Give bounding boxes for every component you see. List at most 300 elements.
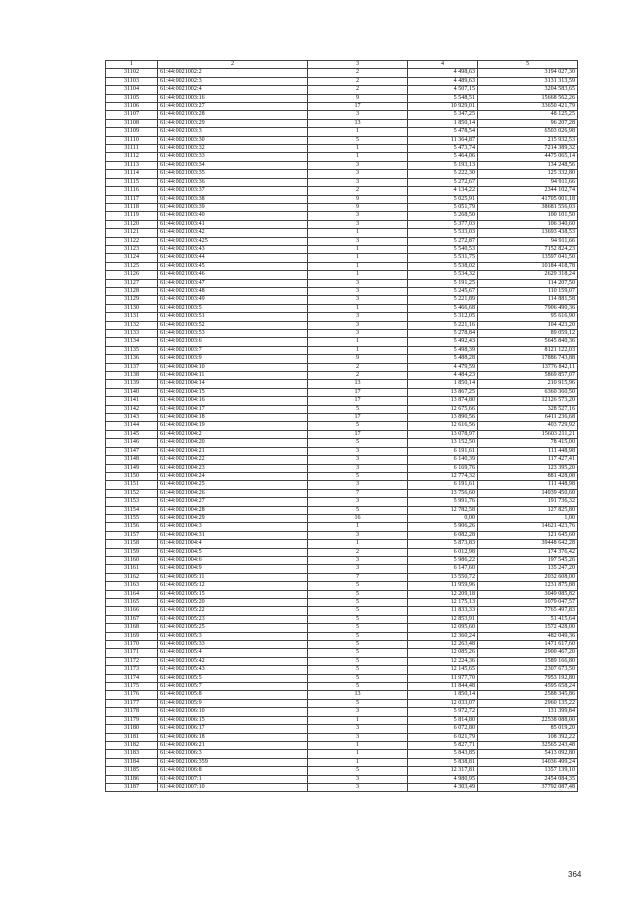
table-cell: 31170 bbox=[106, 641, 158, 649]
table-cell: 127 825,80 bbox=[478, 506, 578, 514]
table-cell: 31187 bbox=[106, 783, 158, 791]
table-cell: 22538 088,00 bbox=[478, 716, 578, 724]
table-cell: 5 bbox=[308, 624, 408, 632]
table-row bbox=[106, 447, 578, 455]
table-cell: 5 347,25 bbox=[408, 111, 478, 119]
table-row bbox=[106, 767, 578, 775]
table-cell: 2 bbox=[308, 77, 408, 85]
table-cell: 17 bbox=[308, 414, 408, 422]
table-cell: 12 360,24 bbox=[408, 632, 478, 640]
table-cell: 482 049,36 bbox=[478, 632, 578, 640]
table-cell: 31151 bbox=[106, 481, 158, 489]
table-cell: 5 312,05 bbox=[408, 313, 478, 321]
table-cell: 174 376,42 bbox=[478, 548, 578, 556]
table-cell: 3 bbox=[308, 708, 408, 716]
table-cell: 5 bbox=[308, 641, 408, 649]
table-cell: 31172 bbox=[106, 657, 158, 665]
table-cell: 5 bbox=[308, 136, 408, 144]
table-cell: 5869 857,07 bbox=[478, 372, 578, 380]
table-cell: 61:44:0021003:29 bbox=[158, 119, 308, 127]
table-cell: 31158 bbox=[106, 540, 158, 548]
table-cell: 5 531,75 bbox=[408, 254, 478, 262]
table-cell: 5 bbox=[308, 632, 408, 640]
table-row bbox=[106, 556, 578, 564]
table-cell: 5 534,32 bbox=[408, 271, 478, 279]
table-cell: 61:44:0021003:47 bbox=[158, 279, 308, 287]
table-cell: 12 209,18 bbox=[408, 590, 478, 598]
table-cell: 3 bbox=[308, 279, 408, 287]
table-cell: 5 827,71 bbox=[408, 741, 478, 749]
table-cell: 31161 bbox=[106, 565, 158, 573]
table-cell: 5 222,30 bbox=[408, 170, 478, 178]
table-cell: 4 498,63 bbox=[408, 69, 478, 77]
table-cell: 61:44:0021004:5 bbox=[158, 548, 308, 556]
table-cell: 61:44:0021004:6 bbox=[158, 556, 308, 564]
table-cell: 6 169,76 bbox=[408, 464, 478, 472]
table-row bbox=[106, 330, 578, 338]
table-cell: 191 736,32 bbox=[478, 498, 578, 506]
table-cell: 61:44:0021002:2 bbox=[158, 69, 308, 77]
table-cell: 38681 556,03 bbox=[478, 203, 578, 211]
table-cell: 13 550,72 bbox=[408, 573, 478, 581]
table-cell: 61:44:0021005:42 bbox=[158, 657, 308, 665]
table-cell: 31125 bbox=[106, 262, 158, 270]
table-row bbox=[106, 414, 578, 422]
table-cell: 1 bbox=[308, 245, 408, 253]
table-cell: 2 bbox=[308, 363, 408, 371]
table-cell: 31153 bbox=[106, 498, 158, 506]
table-cell: 61:44:0021003:34 bbox=[158, 161, 308, 169]
table-cell: 3 bbox=[308, 733, 408, 741]
table-row bbox=[106, 103, 578, 111]
table-cell: 94 911,66 bbox=[478, 178, 578, 186]
table-cell: 15668 562,26 bbox=[478, 94, 578, 102]
header-cell: 2 bbox=[158, 61, 308, 69]
table-row bbox=[106, 229, 578, 237]
table-cell: 31137 bbox=[106, 363, 158, 371]
table-row bbox=[106, 388, 578, 396]
table-cell: 31128 bbox=[106, 287, 158, 295]
table-cell: 328 527,16 bbox=[478, 405, 578, 413]
table-row bbox=[106, 632, 578, 640]
table-cell: 61:44:0021006:10 bbox=[158, 708, 308, 716]
table-cell: 1 bbox=[308, 741, 408, 749]
table-cell: 13597 041,50 bbox=[478, 254, 578, 262]
table-cell: 1471 617,60 bbox=[478, 641, 578, 649]
table-cell: 3 bbox=[308, 775, 408, 783]
table-cell: 6 021,79 bbox=[408, 733, 478, 741]
table-cell: 31135 bbox=[106, 346, 158, 354]
table-row bbox=[106, 716, 578, 724]
table-row bbox=[106, 77, 578, 85]
table-cell: 110 159,07 bbox=[478, 287, 578, 295]
table-cell: 61:44:0021005:20 bbox=[158, 599, 308, 607]
table-row bbox=[106, 464, 578, 472]
table-cell: 5 538,02 bbox=[408, 262, 478, 270]
table-row bbox=[106, 565, 578, 573]
table-cell: 2454 084,35 bbox=[478, 775, 578, 783]
table-row bbox=[106, 674, 578, 682]
table-cell: 61:44:0021004:15 bbox=[158, 388, 308, 396]
table-cell: 11 844,48 bbox=[408, 683, 478, 691]
table-cell: 5 bbox=[308, 699, 408, 707]
table-cell: 6 140,39 bbox=[408, 456, 478, 464]
table-cell: 31121 bbox=[106, 229, 158, 237]
table-cell: 5 245,67 bbox=[408, 287, 478, 295]
table-cell: 11 959,96 bbox=[408, 582, 478, 590]
table-row bbox=[106, 254, 578, 262]
table-cell: 5 533,03 bbox=[408, 229, 478, 237]
table-cell: 108 392,22 bbox=[478, 733, 578, 741]
table-cell: 2344 102,74 bbox=[478, 187, 578, 195]
table-cell: 12 675,66 bbox=[408, 405, 478, 413]
table-cell: 31171 bbox=[106, 649, 158, 657]
table-cell: 5 814,80 bbox=[408, 716, 478, 724]
table-cell: 12 175,13 bbox=[408, 599, 478, 607]
table-cell: 61:44:0021003:42 bbox=[158, 229, 308, 237]
table-cell: 12 774,32 bbox=[408, 472, 478, 480]
table-row bbox=[106, 321, 578, 329]
table-cell: 5 193,13 bbox=[408, 161, 478, 169]
table-cell: 3 bbox=[308, 212, 408, 220]
table-cell: 61:44:0021003:38 bbox=[158, 195, 308, 203]
table-cell: 31140 bbox=[106, 388, 158, 396]
table-cell: 61:44:0021004:3 bbox=[158, 523, 308, 531]
table-cell: 61:44:0021004:27 bbox=[158, 498, 308, 506]
table-cell: 31111 bbox=[106, 145, 158, 153]
table-cell: 3204 583,65 bbox=[478, 86, 578, 94]
table-cell: 5 464,06 bbox=[408, 153, 478, 161]
table-cell: 5 bbox=[308, 615, 408, 623]
table-row bbox=[106, 548, 578, 556]
table-cell: 31110 bbox=[106, 136, 158, 144]
table-cell: 12 616,56 bbox=[408, 422, 478, 430]
table-cell: 95 616,90 bbox=[478, 313, 578, 321]
table-row bbox=[106, 296, 578, 304]
table-cell: 61:44:0021003:35 bbox=[158, 170, 308, 178]
table-cell: 106 340,60 bbox=[478, 220, 578, 228]
table-row bbox=[106, 346, 578, 354]
table-cell: 13 756,60 bbox=[408, 489, 478, 497]
table-cell: 1 bbox=[308, 254, 408, 262]
table-cell: 31127 bbox=[106, 279, 158, 287]
table-row bbox=[106, 666, 578, 674]
table-cell: 4 980,95 bbox=[408, 775, 478, 783]
table-cell: 61:44:0021003:16 bbox=[158, 94, 308, 102]
table-cell: 61:44:0021003:9 bbox=[158, 355, 308, 363]
table-cell: 31184 bbox=[106, 758, 158, 766]
table-row bbox=[106, 178, 578, 186]
table-cell: 61:44:0021004:4 bbox=[158, 540, 308, 548]
table-row bbox=[106, 523, 578, 531]
table-cell: 5413 092,80 bbox=[478, 750, 578, 758]
table-cell: 61:44:0021003:46 bbox=[158, 271, 308, 279]
table-cell: 61:44:0021005:3 bbox=[158, 632, 308, 640]
table-row bbox=[106, 540, 578, 548]
table-row bbox=[106, 405, 578, 413]
table-cell: 3131 313,59 bbox=[478, 77, 578, 85]
table-cell: 1 850,14 bbox=[408, 380, 478, 388]
table-row bbox=[106, 94, 578, 102]
table-cell: 3 bbox=[308, 220, 408, 228]
table-cell: 7906 490,36 bbox=[478, 304, 578, 312]
table-cell: 13 078,97 bbox=[408, 430, 478, 438]
table-cell: 5 221,16 bbox=[408, 321, 478, 329]
table-cell: 104 423,20 bbox=[478, 321, 578, 329]
table-cell: 9 bbox=[308, 195, 408, 203]
table-cell: 31139 bbox=[106, 380, 158, 388]
table-cell: 31156 bbox=[106, 523, 158, 531]
table-cell: 13 bbox=[308, 691, 408, 699]
table-cell: 1,00 bbox=[478, 514, 578, 522]
table-cell: 123 395,20 bbox=[478, 464, 578, 472]
table-cell: 13 874,80 bbox=[408, 397, 478, 405]
table-cell: 61:44:0021006:21 bbox=[158, 741, 308, 749]
table-cell: 7 bbox=[308, 489, 408, 497]
table-cell: 31150 bbox=[106, 472, 158, 480]
table-cell: 31119 bbox=[106, 212, 158, 220]
table-cell: 61:44:0021003:52 bbox=[158, 321, 308, 329]
table-cell: 1589 166,80 bbox=[478, 657, 578, 665]
table-cell: 61:44:0021004:17 bbox=[158, 405, 308, 413]
table-cell: 3 bbox=[308, 161, 408, 169]
table-cell: 31107 bbox=[106, 111, 158, 119]
table-cell: 61:44:0021003:3 bbox=[158, 128, 308, 136]
table-cell: 31155 bbox=[106, 514, 158, 522]
table-cell: 61:44:0021003:33 bbox=[158, 153, 308, 161]
table-cell: 61:44:0021003:41 bbox=[158, 220, 308, 228]
table-row bbox=[106, 514, 578, 522]
table-cell: 125 332,80 bbox=[478, 170, 578, 178]
table-cell: 114 881,58 bbox=[478, 296, 578, 304]
table-cell: 13693 438,53 bbox=[478, 229, 578, 237]
table-cell: 111 448,98 bbox=[478, 447, 578, 455]
table-cell: 881 428,08 bbox=[478, 472, 578, 480]
table-cell: 5 bbox=[308, 767, 408, 775]
table-cell: 17 bbox=[308, 103, 408, 111]
table-cell: 31157 bbox=[106, 531, 158, 539]
table-cell: 3 bbox=[308, 237, 408, 245]
table-cell: 61:44:0021005:15 bbox=[158, 590, 308, 598]
table-cell: 13 867,25 bbox=[408, 388, 478, 396]
table-cell: 61:44:0021003:5 bbox=[158, 304, 308, 312]
table-cell: 12 145,65 bbox=[408, 666, 478, 674]
table-cell: 61:44:0021007:1 bbox=[158, 775, 308, 783]
table-cell: 3 bbox=[308, 170, 408, 178]
table-cell: 61:44:0021007:10 bbox=[158, 783, 308, 791]
table-cell: 61:44:0021004:26 bbox=[158, 489, 308, 497]
table-cell: 31106 bbox=[106, 103, 158, 111]
table-cell: 61:44:0021003:36 bbox=[158, 178, 308, 186]
table-cell: 94 911,66 bbox=[478, 237, 578, 245]
table-cell: 31162 bbox=[106, 573, 158, 581]
table-row bbox=[106, 624, 578, 632]
table-cell: 1 bbox=[308, 229, 408, 237]
table-cell: 61:44:0021004:2 bbox=[158, 430, 308, 438]
table-cell: 117 427,41 bbox=[478, 456, 578, 464]
table-cell: 3 bbox=[308, 313, 408, 321]
table-cell: 197 545,26 bbox=[478, 556, 578, 564]
table-cell: 61:44:0021005:11 bbox=[158, 573, 308, 581]
table-cell: 61:44:0021003:51 bbox=[158, 313, 308, 321]
table-cell: 8121 122,03 bbox=[478, 346, 578, 354]
table-cell: 114 207,50 bbox=[478, 279, 578, 287]
table-cell: 5 bbox=[308, 405, 408, 413]
table-cell: 96 207,28 bbox=[478, 119, 578, 127]
table-cell: 5 492,43 bbox=[408, 338, 478, 346]
table-cell: 5 bbox=[308, 472, 408, 480]
header-cell: 5 bbox=[478, 61, 578, 69]
table-cell: 5 986,22 bbox=[408, 556, 478, 564]
table-cell: 31131 bbox=[106, 313, 158, 321]
table-cell: 61:44:0021003:49 bbox=[158, 296, 308, 304]
table-cell: 14939 450,60 bbox=[478, 489, 578, 497]
table-cell: 61:44:0021004:23 bbox=[158, 464, 308, 472]
table-cell: 61:44:0021006:18 bbox=[158, 733, 308, 741]
table-cell: 12 085,26 bbox=[408, 649, 478, 657]
table-row bbox=[106, 758, 578, 766]
page-number: 364 bbox=[568, 870, 582, 879]
table-cell: 1 bbox=[308, 128, 408, 136]
table-cell: 61:44:0021004:25 bbox=[158, 481, 308, 489]
table-row bbox=[106, 86, 578, 94]
table-cell: 61:44:0021003:44 bbox=[158, 254, 308, 262]
table-cell: 12126 573,20 bbox=[478, 397, 578, 405]
table-cell: 12 224,36 bbox=[408, 657, 478, 665]
table-cell: 9 bbox=[308, 355, 408, 363]
table-cell: 61:44:0021003:45 bbox=[158, 262, 308, 270]
table-row bbox=[106, 187, 578, 195]
table-cell: 134 248,56 bbox=[478, 161, 578, 169]
table-cell: 5 bbox=[308, 607, 408, 615]
table-cell: 11 977,70 bbox=[408, 674, 478, 682]
table-cell: 31130 bbox=[106, 304, 158, 312]
table-cell: 3 bbox=[308, 321, 408, 329]
table-cell: 61:44:0021005:7 bbox=[158, 683, 308, 691]
table-row bbox=[106, 472, 578, 480]
table-row bbox=[106, 489, 578, 497]
table-cell: 5 272,87 bbox=[408, 237, 478, 245]
table-cell: 61:44:0021005:43 bbox=[158, 666, 308, 674]
table-cell: 3 bbox=[308, 178, 408, 186]
table-cell: 31163 bbox=[106, 582, 158, 590]
table-cell: 5 548,51 bbox=[408, 94, 478, 102]
table-cell: 5 bbox=[308, 599, 408, 607]
table-row bbox=[106, 506, 578, 514]
table-cell: 215 932,53 bbox=[478, 136, 578, 144]
table-cell: 1 bbox=[308, 346, 408, 354]
table-cell: 33650 421,79 bbox=[478, 103, 578, 111]
table-cell: 4 489,63 bbox=[408, 77, 478, 85]
table-cell: 6 191,61 bbox=[408, 481, 478, 489]
table-cell: 6411 236,68 bbox=[478, 414, 578, 422]
table-cell: 12 782,58 bbox=[408, 506, 478, 514]
table-row bbox=[106, 657, 578, 665]
table-cell: 3 bbox=[308, 531, 408, 539]
table-cell: 31102 bbox=[106, 69, 158, 77]
table-cell: 1 850,14 bbox=[408, 691, 478, 699]
table-cell: 12 095,60 bbox=[408, 624, 478, 632]
table-cell: 31118 bbox=[106, 203, 158, 211]
table-cell: 2 bbox=[308, 187, 408, 195]
table-cell: 5 272,67 bbox=[408, 178, 478, 186]
table-cell: 210 915,96 bbox=[478, 380, 578, 388]
table-row bbox=[106, 439, 578, 447]
table-row bbox=[106, 355, 578, 363]
table-cell: 5 bbox=[308, 674, 408, 682]
table-cell: 31112 bbox=[106, 153, 158, 161]
table-row bbox=[106, 136, 578, 144]
table-cell: 6 191,61 bbox=[408, 447, 478, 455]
table-cell: 61:44:0021003:425 bbox=[158, 237, 308, 245]
table-cell: 61:44:0021003:28 bbox=[158, 111, 308, 119]
table-cell: 1357 139,10 bbox=[478, 767, 578, 775]
table-row bbox=[106, 363, 578, 371]
table-cell: 31109 bbox=[106, 128, 158, 136]
table-row bbox=[106, 699, 578, 707]
table-cell: 6360 360,50 bbox=[478, 388, 578, 396]
table-row bbox=[106, 220, 578, 228]
table-cell: 61:44:0021003:32 bbox=[158, 145, 308, 153]
table-cell: 61:44:0021004:20 bbox=[158, 439, 308, 447]
table-cell: 135 247,20 bbox=[478, 565, 578, 573]
table-cell: 31186 bbox=[106, 775, 158, 783]
table-cell: 31138 bbox=[106, 372, 158, 380]
table-cell: 4 134,22 bbox=[408, 187, 478, 195]
table-cell: 1 bbox=[308, 145, 408, 153]
table-cell: 61:44:0021003:43 bbox=[158, 245, 308, 253]
table-cell: 2629 318,24 bbox=[478, 271, 578, 279]
table-cell: 1231 875,88 bbox=[478, 582, 578, 590]
table-cell: 31147 bbox=[106, 447, 158, 455]
table-cell: 5 268,50 bbox=[408, 212, 478, 220]
table-cell: 61:44:0021002:4 bbox=[158, 86, 308, 94]
table-row bbox=[106, 161, 578, 169]
table-row bbox=[106, 599, 578, 607]
table-cell: 31120 bbox=[106, 220, 158, 228]
table-row bbox=[106, 683, 578, 691]
table-cell: 2 bbox=[308, 86, 408, 94]
table-row bbox=[106, 313, 578, 321]
table-row bbox=[106, 262, 578, 270]
table-row bbox=[106, 481, 578, 489]
table-cell: 6 082,28 bbox=[408, 531, 478, 539]
table-cell: 31141 bbox=[106, 397, 158, 405]
table-cell: 61:44:0021006:15 bbox=[158, 716, 308, 724]
table-cell: 5 bbox=[308, 683, 408, 691]
table-cell: 14621 423,76 bbox=[478, 523, 578, 531]
table-cell: 31117 bbox=[106, 195, 158, 203]
table-cell: 61:44:0021003:37 bbox=[158, 187, 308, 195]
table-cell: 17 bbox=[308, 397, 408, 405]
table-row bbox=[106, 128, 578, 136]
table-cell: 5 bbox=[308, 439, 408, 447]
table-cell: 78 415,00 bbox=[478, 439, 578, 447]
table-cell: 61:44:0021005:4 bbox=[158, 649, 308, 657]
table-row bbox=[106, 237, 578, 245]
table-cell: 61:44:0021003:27 bbox=[158, 103, 308, 111]
table-cell: 31154 bbox=[106, 506, 158, 514]
table-cell: 31167 bbox=[106, 615, 158, 623]
table-cell: 5 221,89 bbox=[408, 296, 478, 304]
table-cell: 31108 bbox=[106, 119, 158, 127]
table-cell: 31160 bbox=[106, 556, 158, 564]
table-cell: 61:44:0021003:53 bbox=[158, 330, 308, 338]
table-cell: 31105 bbox=[106, 94, 158, 102]
table-cell: 31166 bbox=[106, 607, 158, 615]
table-cell: 5 498,39 bbox=[408, 346, 478, 354]
table-cell: 31124 bbox=[106, 254, 158, 262]
